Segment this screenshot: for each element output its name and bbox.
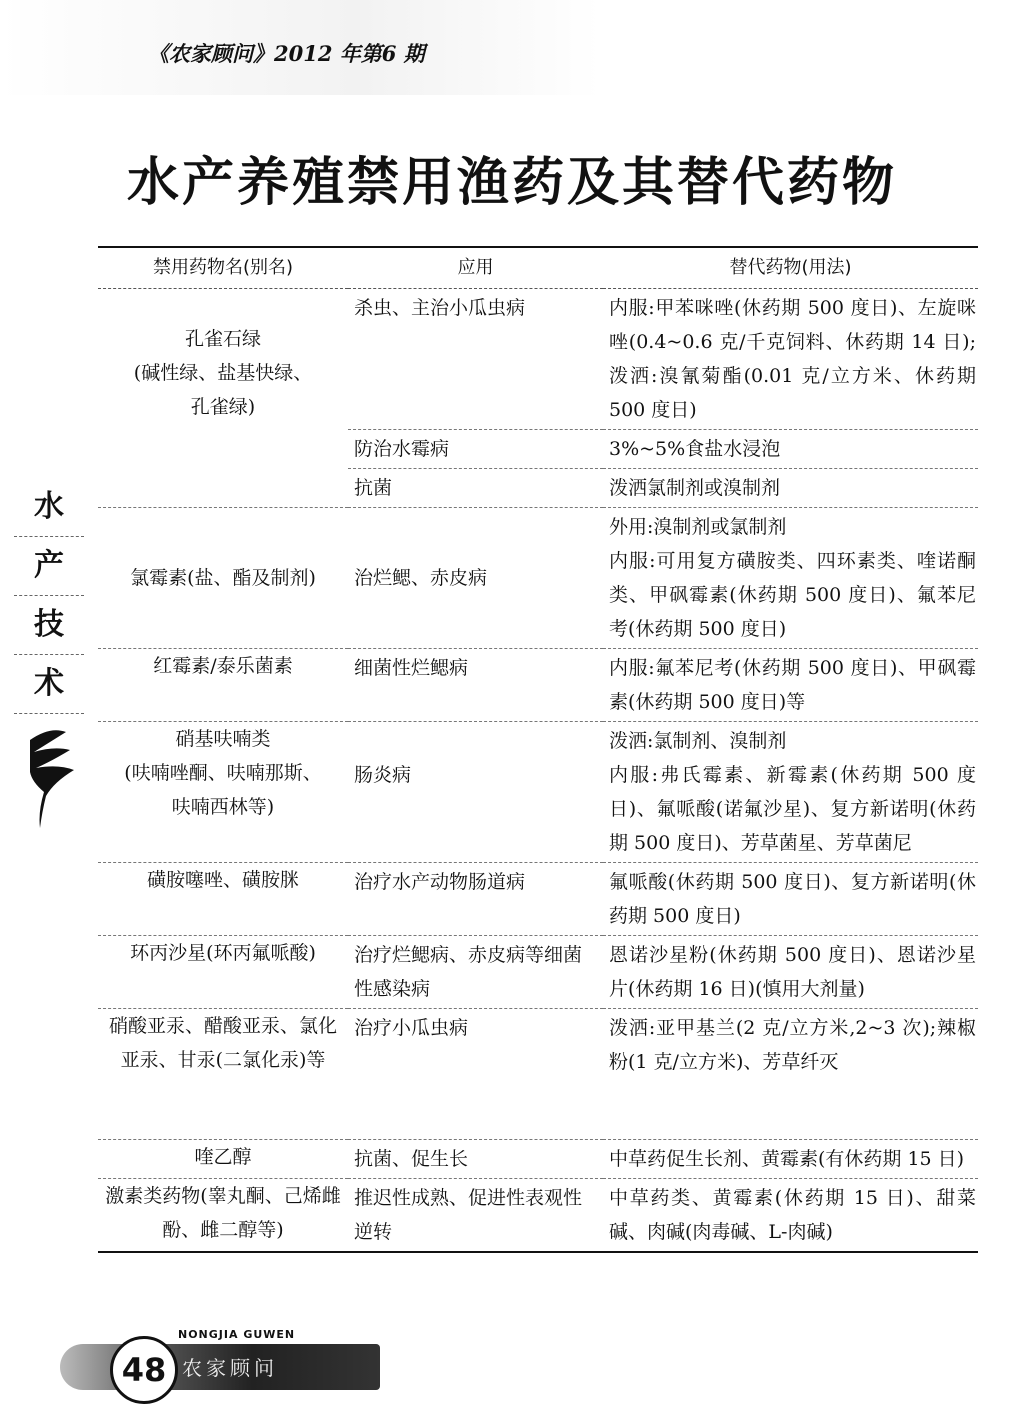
drug-alternative: 泼洒:亚甲基兰(2 克/立方米,2~3 次);辣椒粉(1 克/立方米)、芳草纤灭: [603, 1009, 978, 1140]
drug-use: 防治水霉病: [348, 430, 603, 469]
page-number: 48: [110, 1336, 178, 1404]
side-char: 产: [14, 537, 84, 596]
drug-alternative: 外用:溴制剂或氯制剂 内服:可用复方磺胺类、四环素类、喹诺酮类、甲砜霉素(休药期 500 度日)、氟苯尼考(休药期 500 度日): [603, 508, 978, 649]
drug-alternative: 内服:甲苯咪唑(休药期 500 度日)、左旋咪唑(0.4~0.6 克/千克饲料、休药期 14 日);泼洒:溴氰菊酯(0.01 克/立方米、休药期 500 度日): [603, 289, 978, 430]
side-char: 术: [14, 655, 84, 714]
drug-use: 抗菌: [348, 469, 603, 508]
drug-alternative: 中草药促生长剂、黄霉素(有休药期 15 日): [603, 1140, 978, 1179]
drug-name: 喹乙醇: [98, 1140, 348, 1179]
table-header-row: [98, 247, 978, 289]
drug-use: 推迟性成熟、促进性表观性逆转: [348, 1179, 603, 1253]
table-row: [98, 1140, 978, 1179]
side-char: 技: [14, 596, 84, 655]
table-row: [98, 289, 978, 430]
drug-alternative: 氟哌酸(休药期 500 度日)、复方新诺明(休药期 500 度日): [603, 863, 978, 936]
drug-use: 治烂鳃、赤皮病: [348, 508, 603, 649]
drug-use: 细菌性烂鳃病: [348, 649, 603, 722]
drug-alternative: 泼洒氯制剂或溴制剂: [603, 469, 978, 508]
drug-name: 氯霉素(盐、酯及制剂): [98, 508, 348, 649]
page-title: 水产养殖禁用渔药及其替代药物: [126, 153, 897, 213]
drug-name: 磺胺噻唑、磺胺脒: [98, 863, 348, 936]
table-row: [98, 1009, 978, 1140]
drug-use: 杀虫、主治小瓜虫病: [348, 289, 603, 430]
drug-name: 激素类药物(睾丸酮、己烯雌酚、雌二醇等): [98, 1179, 348, 1253]
drug-name: 硝酸亚汞、醋酸亚汞、氯化亚汞、甘汞(二氯化汞)等: [98, 1009, 348, 1140]
drug-alternative: 恩诺沙星粉(休药期 500 度日)、恩诺沙星片(休药期 16 日)(慎用大剂量): [603, 936, 978, 1009]
table-row: [98, 1179, 978, 1253]
table-row: [98, 936, 978, 1009]
page-footer: [60, 1320, 390, 1400]
column-header: 禁用药物名(别名): [98, 247, 348, 289]
drug-alternative: 内服:氟苯尼考(休药期 500 度日)、甲砜霉素(休药期 500 度日)等: [603, 649, 978, 722]
drug-use: 治疗烂鳃病、赤皮病等细菌性感染病: [348, 936, 603, 1009]
drug-use: 治疗水产动物肠道病: [348, 863, 603, 936]
side-char: 水: [14, 478, 84, 537]
drug-alternative: 中草药类、黄霉素(休药期 15 日)、甜菜碱、肉碱(肉毒碱、L-肉碱): [603, 1179, 978, 1253]
drug-name: 环丙沙星(环丙氟哌酸): [98, 936, 348, 1009]
journal-issue: 《农家顾问》2012 年第6 期: [148, 41, 425, 66]
drug-use: 肠炎病: [348, 722, 603, 863]
drug-use: 抗菌、促生长: [348, 1140, 603, 1179]
drug-table: [98, 246, 978, 1253]
drug-alternative: 泼洒:氯制剂、溴制剂 内服:弗氏霉素、新霉素(休药期 500 度日)、氟哌酸(诺氟沙星)、复方新诺明(休药期 500 度日)、芳草菌星、芳草菌尼: [603, 722, 978, 863]
table-row: [98, 508, 978, 649]
drug-name: 孔雀石绿 (碱性绿、盐基快绿、 孔雀绿): [98, 289, 348, 508]
drug-name: 硝基呋喃类 (呋喃唑酮、呋喃那斯、 呋喃西林等): [98, 722, 348, 863]
side-section-label: [14, 478, 84, 714]
calligraphy-mark-icon: [20, 722, 80, 832]
table-row: [98, 649, 978, 722]
table-row: [98, 863, 978, 936]
footer-journal-cn: 农家顾问: [182, 1356, 278, 1380]
table-row: [98, 722, 978, 863]
drug-use: 治疗小瓜虫病: [348, 1009, 603, 1140]
footer-journal-en: NONGJIA GUWEN: [178, 1328, 296, 1341]
drug-name: 红霉素/泰乐菌素: [98, 649, 348, 722]
column-header: 应用: [348, 247, 603, 289]
drug-alternative: 3%~5%食盐水浸泡: [603, 430, 978, 469]
column-header: 替代药物(用法): [603, 247, 978, 289]
